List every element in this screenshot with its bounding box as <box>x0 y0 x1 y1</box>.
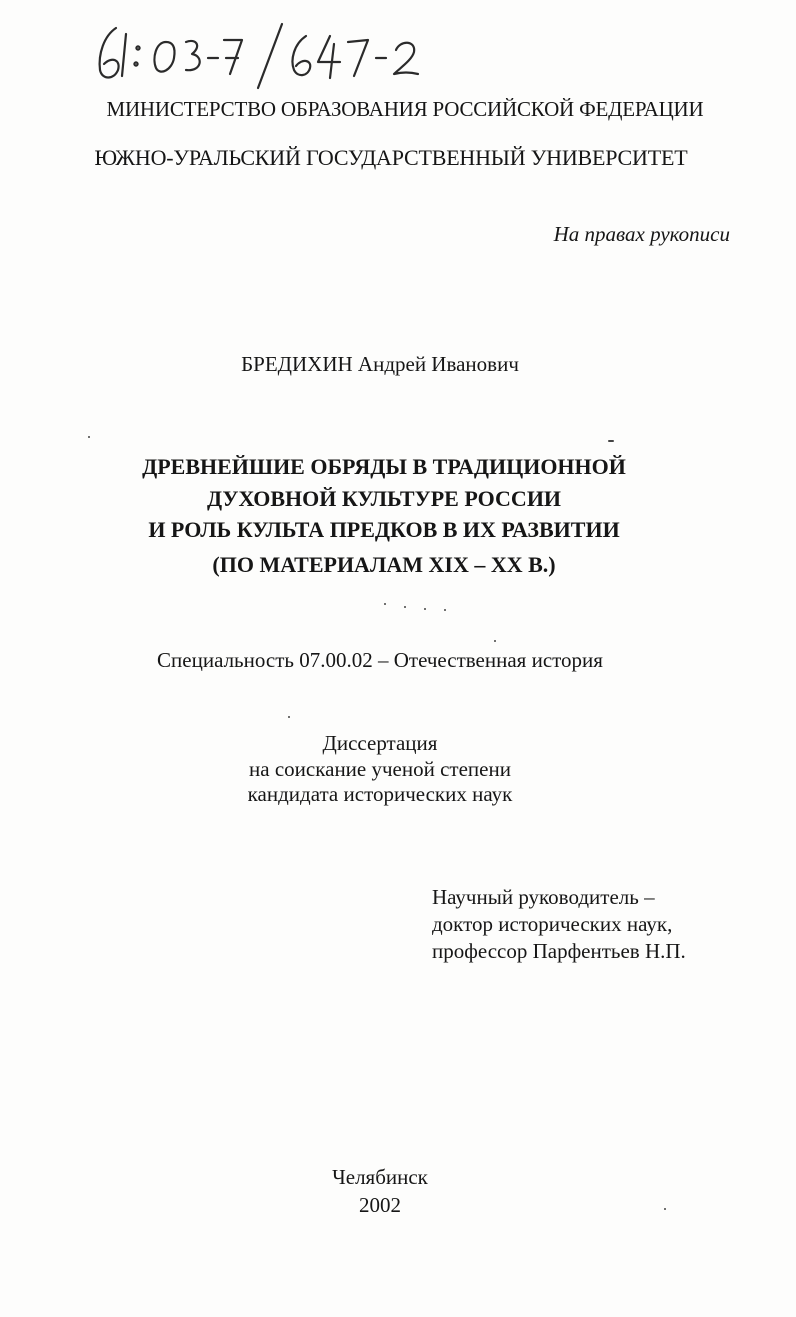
scan-speck <box>424 608 426 610</box>
supervisor-line: доктор исторических наук, <box>432 912 673 936</box>
scan-speck <box>384 603 386 605</box>
title-line: ДУХОВНОЙ КУЛЬТУРЕ РОССИИ <box>206 485 562 511</box>
scan-speck <box>88 436 90 438</box>
scan-speck <box>444 609 446 611</box>
title-line: ДРЕВНЕЙШИЕ ОБРЯДЫ В ТРАДИЦИОННОЙ <box>142 454 626 479</box>
title-subtitle: (ПО МАТЕРИАЛАМ XIX – XX В.) <box>212 551 556 577</box>
scan-speck <box>288 716 290 718</box>
handwritten-archive-stamp <box>86 14 526 92</box>
degree-line: на соискание ученой степени <box>249 756 511 781</box>
scan-speck <box>608 440 614 442</box>
dissertation-title <box>0 451 796 580</box>
degree-line: кандидата исторических наук <box>247 782 513 806</box>
supervisor-block <box>432 884 686 965</box>
supervisor-line: Научный руководитель – <box>432 885 655 909</box>
scan-speck <box>664 1208 666 1210</box>
title-line: И РОЛЬ КУЛЬТА ПРЕДКОВ В ИХ РАЗВИТИИ <box>148 517 620 542</box>
ministry-heading: МИНИСТЕРСТВО ОБРАЗОВАНИЯ РОССИЙСКОЙ ФЕДЕРАЦИИ <box>106 97 704 121</box>
university-heading: ЮЖНО-УРАЛЬСКИЙ ГОСУДАРСТВЕННЫЙ УНИВЕРСИТЕТ <box>94 145 688 170</box>
scan-speck <box>494 640 496 642</box>
degree-statement <box>0 731 796 808</box>
city: Челябинск <box>332 1165 428 1189</box>
specialty-line: Специальность 07.00.02 – Отечественная история <box>157 648 603 672</box>
scan-speck <box>404 606 406 608</box>
place-and-year <box>0 1163 796 1219</box>
year: 2002 <box>359 1193 401 1217</box>
author-name: БРЕДИХИН Андрей Иванович <box>241 352 519 376</box>
manuscript-rights-note: На правах рукописи <box>553 222 730 246</box>
degree-line: Диссертация <box>322 731 438 755</box>
supervisor-line: профессор Парфентьев Н.П. <box>432 939 686 963</box>
